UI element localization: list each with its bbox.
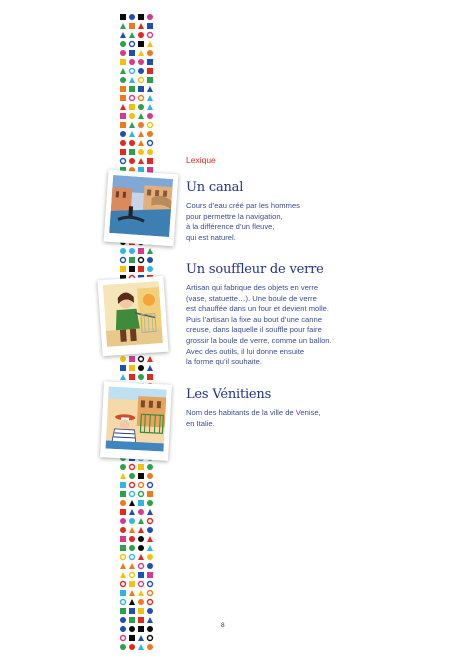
pattern-motif: [138, 509, 144, 515]
pattern-motif: [129, 122, 135, 128]
pattern-motif: [138, 158, 144, 164]
pattern-motif: [130, 573, 135, 578]
pattern-motif: [147, 266, 153, 272]
pattern-motif: [138, 41, 144, 47]
pattern-motif: [120, 572, 126, 578]
pattern-motif: [138, 536, 144, 542]
pattern-motif: [129, 32, 135, 38]
pattern-motif: [147, 248, 153, 254]
pattern-motif: [138, 266, 144, 272]
pattern-motif: [138, 473, 144, 479]
pattern-motif: [120, 644, 126, 650]
pattern-motif: [147, 527, 153, 533]
pattern-motif: [138, 23, 144, 29]
pattern-motif: [129, 23, 135, 29]
pattern-motif: [121, 636, 126, 641]
pattern-motif: [147, 554, 153, 560]
pattern-motif: [120, 32, 126, 38]
pattern-motif: [138, 140, 144, 146]
pattern-motif: [147, 257, 153, 263]
pattern-motif: [147, 374, 153, 380]
entry-term: Un canal: [186, 180, 244, 195]
pattern-motif: [147, 113, 153, 119]
pattern-motif: [147, 50, 153, 56]
pattern-motif: [147, 41, 153, 47]
pattern-motif: [138, 374, 144, 380]
pattern-motif: [147, 509, 153, 515]
venetian-boat-illustration: [106, 387, 167, 452]
canal-illustration-card: [104, 170, 179, 247]
pattern-motif: [120, 536, 126, 542]
pattern-motif: [139, 258, 144, 263]
pattern-motif: [138, 50, 144, 56]
pattern-motif: [120, 608, 126, 614]
page-number: 8: [221, 622, 225, 629]
pattern-motif: [130, 465, 135, 470]
pattern-motif: [147, 500, 153, 506]
pattern-motif: [138, 599, 144, 605]
pattern-motif: [147, 644, 153, 650]
pattern-motif: [120, 590, 126, 596]
pattern-motif: [129, 356, 135, 362]
pattern-motif: [139, 96, 144, 101]
pattern-motif: [138, 644, 144, 650]
pattern-motif: [130, 555, 135, 560]
definition-line: creuse, dans laquelle il souffle pour faire: [186, 325, 322, 335]
pattern-motif: [138, 365, 144, 371]
pattern-motif: [129, 113, 135, 119]
definition-line: grossir la boule de verre, comme un ballon.: [186, 335, 332, 345]
pattern-motif: [120, 23, 126, 29]
pattern-motif: [138, 86, 144, 92]
definition-line: est chauffée dans un four et devient molle.: [186, 304, 329, 314]
pattern-motif: [147, 14, 153, 20]
pattern-motif: [138, 131, 144, 137]
venice-canal-illustration: [109, 175, 173, 237]
pattern-motif: [120, 500, 126, 506]
pattern-motif: [148, 582, 153, 587]
pattern-motif: [120, 248, 126, 254]
pattern-motif: [130, 42, 135, 47]
definition-line: en Italie.: [186, 418, 215, 428]
pattern-motif: [130, 492, 135, 497]
pattern-motif: [120, 41, 126, 47]
pattern-motif: [138, 68, 144, 74]
pattern-motif: [120, 464, 126, 470]
pattern-motif: [129, 581, 135, 587]
pattern-motif: [138, 14, 144, 20]
pattern-motif: [147, 491, 153, 497]
pattern-motif: [120, 95, 126, 101]
pattern-motif: [147, 77, 153, 83]
pattern-motif: [129, 599, 135, 605]
pattern-motif: [138, 554, 144, 560]
pattern-motif: [120, 473, 126, 479]
pattern-motif: [129, 158, 135, 164]
pattern-motif: [120, 626, 126, 632]
pattern-motif: [120, 68, 126, 74]
entry-term: Les Vénitiens: [186, 387, 272, 402]
pattern-motif: [148, 123, 153, 128]
pattern-motif: [129, 527, 135, 533]
pattern-motif: [138, 518, 144, 524]
pattern-motif: [129, 500, 135, 506]
pattern-motif: [129, 644, 135, 650]
pattern-motif: [147, 149, 153, 155]
pattern-motif: [139, 564, 144, 569]
definition-line: qui est naturel.: [186, 232, 236, 242]
pattern-motif: [130, 96, 135, 101]
definition-line: la forme qu’il souhaite.: [186, 357, 262, 367]
pattern-motif: [138, 248, 144, 254]
pattern-motif: [129, 140, 135, 146]
pattern-motif: [138, 113, 144, 119]
pattern-motif: [147, 131, 153, 137]
pattern-motif: [129, 608, 135, 614]
pattern-motif: [138, 626, 144, 632]
pattern-motif: [147, 104, 153, 110]
pattern-motif: [139, 357, 144, 362]
pattern-motif: [138, 590, 144, 596]
pattern-motif: [138, 527, 144, 533]
pattern-motif: [148, 483, 153, 488]
pattern-motif: [148, 591, 153, 596]
pattern-motif: [138, 635, 144, 641]
pattern-motif: [147, 617, 153, 623]
pattern-motif: [148, 141, 153, 146]
pattern-motif: [129, 365, 135, 371]
pattern-motif: [120, 50, 126, 56]
pattern-motif: [120, 491, 126, 497]
glassblower-illustration: [103, 281, 163, 347]
pattern-motif: [138, 59, 144, 65]
definition-line: Nom des habitants de la ville de Venise,: [186, 408, 321, 417]
pattern-motif: [147, 608, 153, 614]
pattern-motif: [120, 86, 126, 92]
pattern-motif: [139, 492, 144, 497]
pattern-motif: [147, 23, 153, 29]
venetian-illustration-card: [100, 381, 172, 460]
pattern-motif: [120, 617, 126, 623]
pattern-motif: [139, 483, 144, 488]
pattern-motif: [147, 158, 153, 164]
pattern-motif: [129, 257, 135, 263]
pattern-motif: [120, 518, 126, 524]
entry-term: Un souffleur de verre: [186, 262, 324, 277]
pattern-motif: [129, 104, 135, 110]
pattern-motif: [129, 149, 135, 155]
pattern-motif: [120, 563, 126, 569]
pattern-motif: [148, 600, 153, 605]
pattern-motif: [129, 545, 135, 551]
pattern-motif: [121, 258, 126, 263]
pattern-motif: [130, 69, 135, 74]
pattern-motif: [138, 572, 144, 578]
pattern-motif: [121, 600, 126, 605]
pattern-motif: [138, 104, 144, 110]
pattern-motif: [129, 14, 135, 20]
pattern-motif: [148, 636, 153, 641]
pattern-motif: [120, 14, 126, 20]
pattern-motif: [120, 104, 126, 110]
pattern-motif: [147, 356, 153, 362]
pattern-motif: [147, 59, 153, 65]
pattern-motif: [120, 122, 126, 128]
pattern-motif: [120, 149, 126, 155]
pattern-motif: [121, 555, 126, 560]
pattern-motif: [147, 536, 153, 542]
pattern-motif: [138, 545, 144, 551]
pattern-motif: [138, 149, 144, 155]
pattern-motif: [120, 266, 126, 272]
pattern-motif: [129, 131, 135, 137]
pattern-motif: [121, 159, 126, 164]
pattern-motif: [147, 563, 153, 569]
definition-line: Cours d’eau créé par les hommes: [186, 201, 300, 210]
pattern-motif: [147, 572, 153, 578]
pattern-motif: [129, 59, 135, 65]
definition-line: Artisan qui fabrique des objets en verre: [186, 283, 319, 292]
pattern-motif: [138, 617, 144, 623]
pattern-motif: [147, 68, 153, 74]
pattern-motif: [147, 365, 153, 371]
pattern-motif: [147, 86, 153, 92]
lexique-label: Lexique: [186, 155, 216, 165]
pattern-motif: [129, 635, 135, 641]
pattern-motif: [129, 86, 135, 92]
pattern-motif: [120, 140, 126, 146]
definition-line: (vase, statuette…). Une boule de verre: [186, 293, 317, 303]
definition-line: Puis l’artisan la fixe au bout d’une canne: [186, 314, 322, 324]
pattern-motif: [129, 590, 135, 596]
pattern-motif: [147, 626, 153, 632]
pattern-motif: [138, 608, 144, 614]
pattern-motif: [121, 582, 126, 587]
pattern-motif: [138, 464, 144, 470]
pattern-motif: [120, 131, 126, 137]
entry-definition: [186, 408, 321, 429]
definition-line: pour permettre la navigation,: [186, 211, 283, 221]
pattern-motif: [120, 113, 126, 119]
pattern-motif: [139, 78, 144, 83]
pattern-motif: [129, 617, 135, 623]
pattern-motif: [129, 626, 135, 632]
pattern-motif: [129, 563, 135, 569]
pattern-motif: [138, 500, 144, 506]
entry-definition: [186, 283, 332, 368]
pattern-motif: [147, 95, 153, 101]
pattern-motif: [120, 59, 126, 65]
pattern-motif: [120, 545, 126, 551]
pattern-motif: [138, 122, 144, 128]
pattern-motif: [120, 365, 126, 371]
pattern-motif: [148, 33, 153, 38]
pattern-motif: [120, 356, 126, 362]
pattern-motif: [129, 77, 135, 83]
pattern-motif: [120, 77, 126, 83]
pattern-motif: [147, 464, 153, 470]
pattern-motif: [120, 527, 126, 533]
pattern-motif: [129, 50, 135, 56]
pattern-motif: [120, 509, 126, 515]
glassblower-illustration-card: [97, 276, 168, 356]
pattern-motif: [130, 483, 135, 488]
pattern-motif: [147, 545, 153, 551]
pattern-motif: [120, 374, 126, 380]
pattern-motif: [129, 536, 135, 542]
pattern-motif: [129, 509, 135, 515]
pattern-motif: [139, 582, 144, 587]
pattern-motif: [129, 473, 135, 479]
pattern-motif: [129, 374, 135, 380]
pattern-motif: [129, 266, 135, 272]
pattern-motif: [129, 518, 135, 524]
definition-line: à la différence d’un fleuve,: [186, 222, 275, 232]
pattern-motif: [148, 519, 153, 524]
pattern-motif: [138, 32, 144, 38]
pattern-motif: [147, 473, 153, 479]
definition-line: Avec des outils, il lui donne ensuite: [186, 346, 305, 356]
pattern-motif: [129, 248, 135, 254]
pattern-motif: [120, 482, 126, 488]
entry-definition: [186, 201, 300, 243]
